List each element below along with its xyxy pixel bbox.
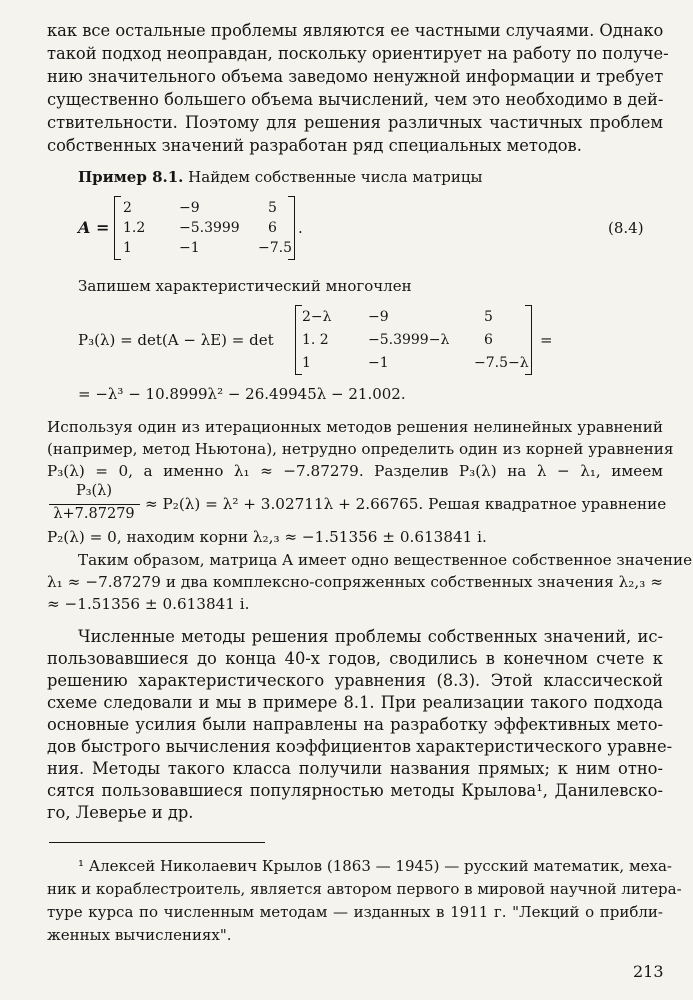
matrix-cell: −7.5−λ (474, 355, 529, 371)
matrix-cell: −1 (179, 240, 200, 256)
matrix-lhs: A = (78, 218, 110, 237)
footnote-line: женных вычислениях". (47, 926, 232, 944)
word: Разделив (374, 462, 449, 480)
text-line: ≈ −1.51356 ± 0.613841 i. (47, 595, 250, 613)
matrix-cell: 1 (123, 240, 132, 256)
word: а (143, 462, 153, 480)
text-line: решению характеристического уравнения (8.3). Этой классической (47, 671, 663, 690)
p3-lhs: P₃(λ) = det(A − λE) = det (78, 331, 274, 349)
matrix-cell: 5 (484, 309, 493, 325)
matrix-cell: 1. 2 (302, 332, 329, 348)
matrix-cell: 6 (268, 220, 277, 236)
text-line: пользовавшиеся до конца 40-х годов, сводились в конечном счете к (47, 649, 663, 668)
text-line: существенно большего объема вычислений, чем это необходимо в дей- (47, 90, 664, 109)
word: P₃(λ) = 0, (47, 462, 133, 480)
matrix-cell: −1 (368, 355, 389, 371)
matrix-cell: −5.3999−λ (368, 332, 450, 348)
word: именно (163, 462, 224, 480)
text-line: такой подход неоправдан, поскольку ориентирует на работу по получе- (47, 44, 669, 63)
matrix-cell: −9 (368, 309, 389, 325)
matrix-cell: −5.3999 (179, 220, 240, 236)
matrix-cell: 2−λ (302, 309, 332, 325)
word: на (507, 462, 527, 480)
fraction-denominator: λ+7.87279 (53, 506, 135, 522)
word: λ − λ₁, (536, 462, 601, 480)
text-line: го, Леверье и др. (47, 803, 194, 822)
text-line: дов быстрого вычисления коэффициентов характеристического уравне- (47, 737, 673, 756)
word: P₃(λ) (458, 462, 497, 480)
matrix-cell: −9 (179, 200, 200, 216)
matrix-cell: −7.5 (258, 240, 292, 256)
page-number: 213 (633, 962, 664, 981)
left-bracket (114, 196, 121, 260)
text-line: Таким образом, матрица A имеет одно вещественное собственное значение (78, 551, 693, 569)
text-line (47, 461, 663, 482)
text-line: P₂(λ) = 0, находим корни λ₂,₃ ≈ −1.51356 ± 0.613841 i. (47, 528, 487, 546)
footnote-line: ¹ Алексей Николаевич Крылов (1863 — 1945) — русский математик, меха- (78, 857, 672, 875)
matrix-cell: 2 (123, 200, 132, 216)
right-bracket (525, 305, 532, 375)
text-line: основные усилия были направлены на разработку эффективных мето- (47, 715, 663, 734)
text-line: ствительности. Поэтому для решения различных частичных проблем (47, 113, 663, 132)
p3-eq: = (540, 331, 553, 349)
left-bracket (295, 305, 302, 375)
matrix-cell: 5 (268, 200, 277, 216)
text-line: Численные методы решения проблемы собственных значений, ис- (78, 627, 663, 646)
matrix-cell: 1.2 (123, 220, 146, 236)
matrix-cell: 1 (302, 355, 311, 371)
fraction-numerator: P₃(λ) (75, 483, 113, 499)
text-line: как все остальные проблемы являются ее частными случаями. Однако (47, 21, 664, 40)
example-text: Найдем собственные числа матрицы (188, 168, 483, 186)
word: имеем (611, 462, 663, 480)
text-line: λ₁ ≈ −7.87279 и два комплексно-сопряженных собственных значения λ₂,₃ ≈ (47, 573, 663, 591)
text-line: Используя один из итерационных методов решения нелинейных уравнений (47, 418, 663, 436)
example-heading (78, 167, 482, 187)
text-line: ≈ P₂(λ) = λ² + 3.02711λ + 2.66765. Решая квадратное уравнение (145, 495, 667, 513)
footnote-line: туре курса по численным методам — изданных в 1911 г. "Лекций о прибли- (47, 903, 663, 921)
matrix-cell: 6 (484, 332, 493, 348)
matrix-end: . (298, 219, 303, 237)
text-line: нию значительного объема заведомо ненужной информации и требует (47, 67, 664, 86)
text-line: собственных значений разработан ряд специальных методов. (47, 136, 582, 155)
char-poly-text: Запишем характеристический многочлен (78, 277, 412, 295)
footnote-rule (49, 842, 265, 843)
footnote-line: ник и кораблестроитель, является автором первого в мировой научной литера- (47, 880, 682, 898)
text-line: схеме следовали и мы в примере 8.1. При реализации такого подхода (47, 693, 663, 712)
right-bracket (288, 196, 295, 260)
equation-number: (8.4) (608, 219, 644, 237)
text-line: сятся пользовавшиеся популярностью методы Крылова¹, Данилевско- (47, 781, 663, 800)
text-line: (например, метод Ньютона), нетрудно определить один из корней уравнения (47, 440, 674, 458)
text-line: ния. Методы такого класса получили названия прямых; к ним отно- (47, 759, 663, 778)
fraction-bar (49, 504, 140, 505)
example-label: Пример 8.1. (78, 168, 184, 186)
poly-result: = −λ³ − 10.8999λ² − 26.49945λ − 21.002. (78, 385, 406, 403)
word: λ₁ ≈ −7.87279. (233, 462, 364, 480)
